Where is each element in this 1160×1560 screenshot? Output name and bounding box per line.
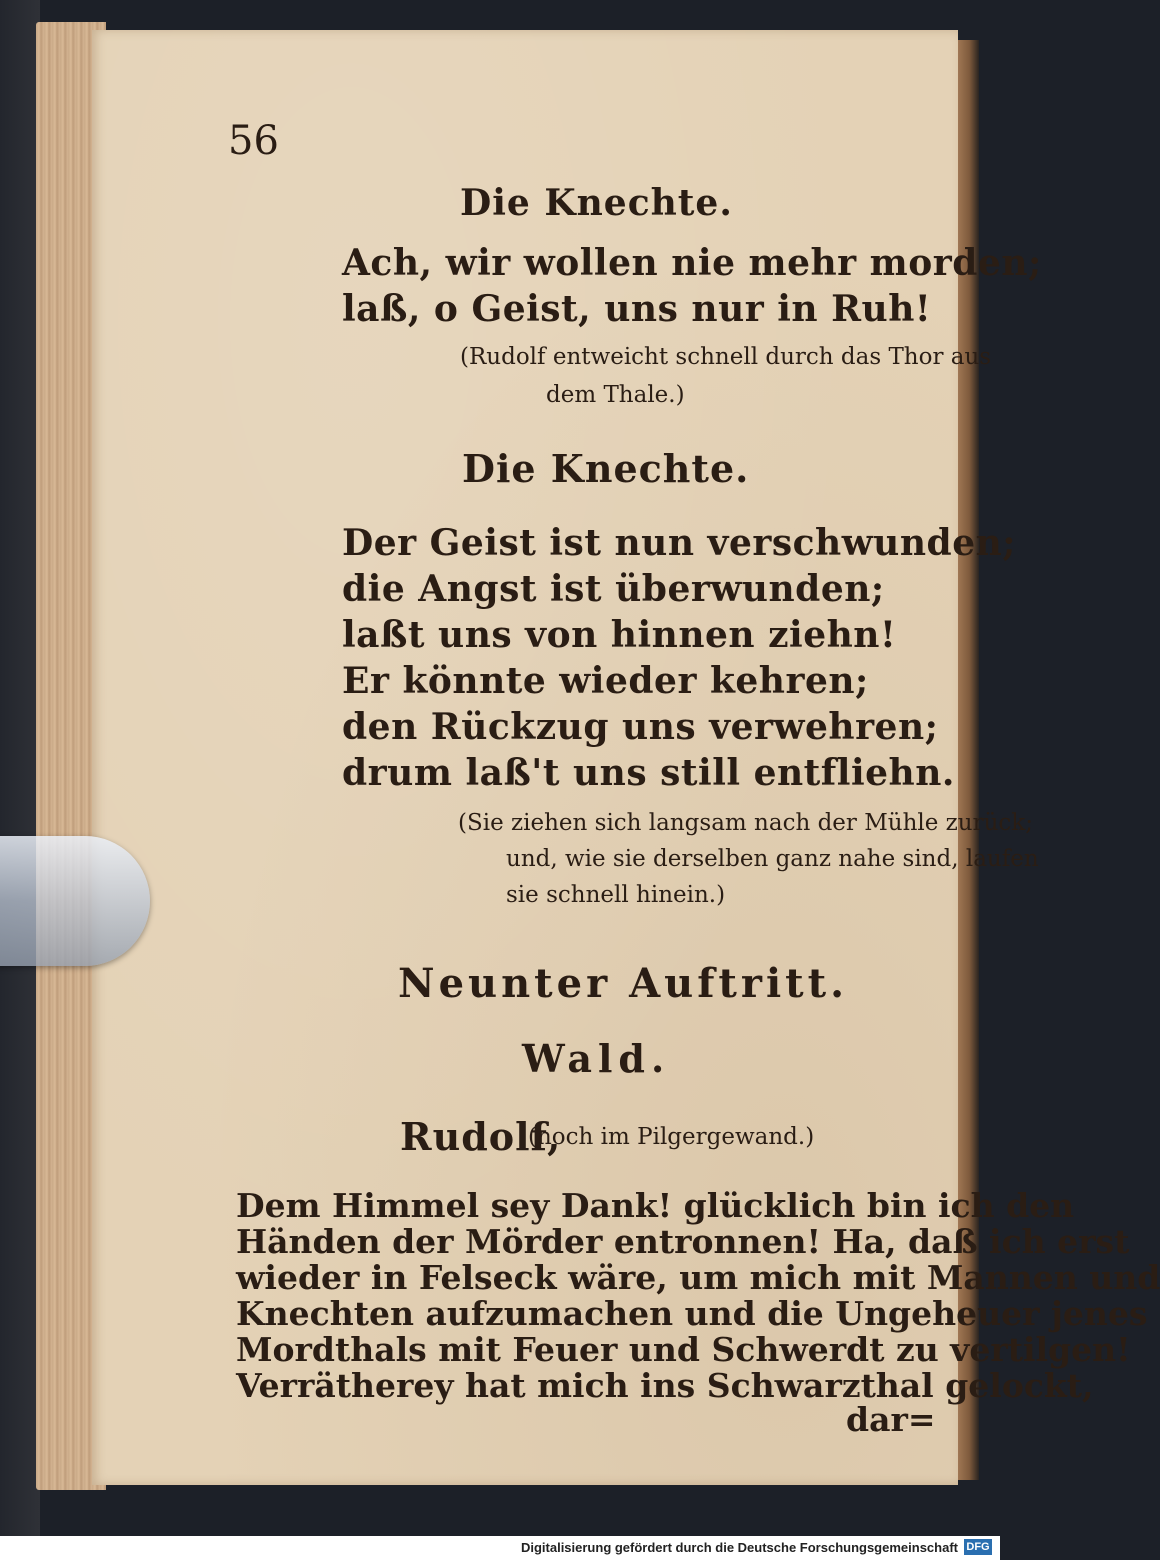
stage-direction-2-line-3: sie schnell hinein.) [506,882,726,908]
scene-title: Neunter Auftritt. [398,960,849,1007]
prose-line-2: Händen der Mörder entronnen! Ha, daß ich erst [236,1222,1130,1261]
verse-2-line-1: Der Geist ist nun verschwunden; [342,522,1017,564]
dfg-logo: DFG [964,1539,992,1555]
verse-2-line-5: den Rückzug uns verwehren; [342,706,939,748]
verse-1-line-1: Ach, wir wollen nie mehr morden; [342,242,1042,284]
background-left [0,0,40,1560]
verse-2-line-6: drum laß't uns still entfliehn. [342,752,955,794]
prose-line-1: Dem Himmel sey Dank! glücklich bin ich den [236,1186,1075,1225]
speaker-heading-3: Rudolf, [400,1114,562,1159]
prose-line-3: wieder in Felseck wäre, um mich mit Mannen und [236,1258,1160,1297]
speaker-heading-1: Die Knechte. [460,182,733,224]
scene-place: Wald. [522,1036,671,1081]
page-clip [0,836,150,966]
verse-1-line-2: laß, o Geist, uns nur in Ruh! [342,288,932,330]
page-number: 56 [228,118,279,164]
footer-credit: Digitalisierung gefördert durch die Deutsche Forschungsgemeinschaft [520,1540,958,1555]
prose-line-6: Verrätherey hat mich ins Schwarzthal gelockt, [236,1366,1094,1405]
prose-line-4: Knechten aufzumachen und die Ungeheuer jenes [236,1294,1148,1333]
verse-2-line-2: die Angst ist überwunden; [342,568,885,610]
speaker-3-note: (noch im Pilgergewand.) [528,1124,815,1150]
stage-direction-1-line-2: dem Thale.) [546,382,685,408]
verse-2-line-3: laßt uns von hinnen ziehn! [342,614,897,656]
speaker-heading-2: Die Knechte. [462,446,750,491]
stage-direction-1-line-1: (Rudolf entweicht schnell durch das Thor aus [460,344,992,370]
stage-direction-2-line-2: und, wie sie derselben ganz nahe sind, laufen [506,846,1039,872]
verse-2-line-4: Er könnte wieder kehren; [342,660,869,702]
stage-direction-2-line-1: (Sie ziehen sich langsam nach der Mühle zurück; [458,810,1033,836]
catchword: dar= [846,1400,936,1439]
prose-line-5: Mordthals mit Feuer und Schwerdt zu vertilgen! [236,1330,1131,1369]
